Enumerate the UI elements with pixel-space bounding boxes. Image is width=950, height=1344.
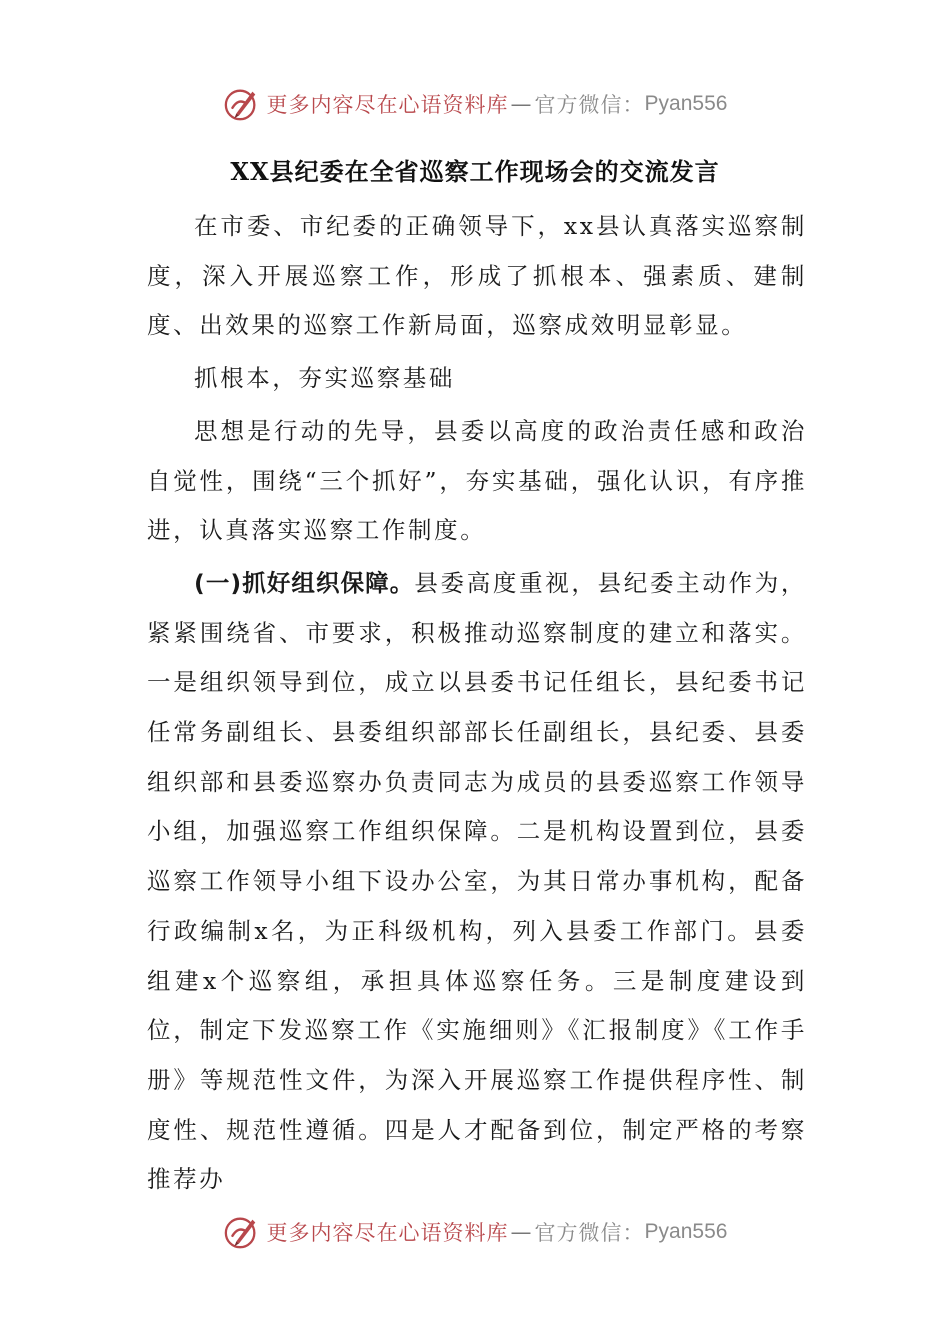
document-body bbox=[147, 202, 807, 1205]
banner-dash: — bbox=[510, 1220, 533, 1244]
header-banner bbox=[0, 80, 950, 128]
paragraph-intro: 在市委、市纪委的正确领导下，xx县认真落实巡察制度，深入开展巡察工作，形成了抓根本、强素质、建制度、出效果的巡察工作新局面，巡察成效明显彰显。 bbox=[147, 212, 807, 340]
paragraph-thought: 思想是行动的先导，县委以高度的政治责任感和政治自觉性，围绕“三个抓好”，夯实基础，强化认识，有序推进，认真落实巡察工作制度。 bbox=[147, 416, 807, 545]
section-one-text: 县委高度重视，县纪委主动作为，紧紧围绕省、市要求，积极推动巡察制度的建立和落实。一是组织领导到位，成立以县委书记任组长，县纪委书记任常务副组长、县委组织部部长任副组长，县纪委、县委组织部和县委巡察办负责同志为成员的县委巡察工作领导小组，加强巡察工作组织保障。二是机构设置到位，县委巡察工作领导小组下设办公室，为其日常办事机构，配备行政编制x名，为正科级机构，列入县委工作部门。县委组建x个巡察组，承担具体巡察任务。三是制度建设到位，制定下发巡察工作《实施细则》《汇报制度》《工作手册》等规范性文件，为深入开展巡察工作提供程序性、制度性、规范性遵循。四是人才配备到位，制定严格的考察推荐办 bbox=[147, 568, 808, 1194]
pen-logo-icon bbox=[223, 1213, 261, 1251]
section-heading: 抓根本，夯实巡察基础 bbox=[194, 364, 455, 393]
footer-banner bbox=[0, 1208, 950, 1256]
banner-text bbox=[267, 1217, 728, 1247]
banner-official-text: 官方微信： bbox=[534, 93, 645, 117]
banner-library-text: 更多内容尽在心语资料库 bbox=[266, 93, 509, 117]
paragraph-section-one bbox=[147, 559, 807, 1205]
banner-official-text: 官方微信： bbox=[534, 1221, 645, 1245]
section-one-lead: (一)抓好组织保障。 bbox=[194, 568, 415, 597]
pen-logo-icon bbox=[223, 85, 261, 123]
banner-account: Pyan556 bbox=[644, 1220, 728, 1243]
banner-dash: — bbox=[510, 92, 533, 116]
document-title: XX县纪委在全省巡察工作现场会的交流发言 bbox=[230, 157, 720, 186]
banner-text bbox=[267, 89, 728, 119]
banner-library-text: 更多内容尽在心语资料库 bbox=[266, 1221, 509, 1245]
banner-account: Pyan556 bbox=[644, 92, 728, 115]
